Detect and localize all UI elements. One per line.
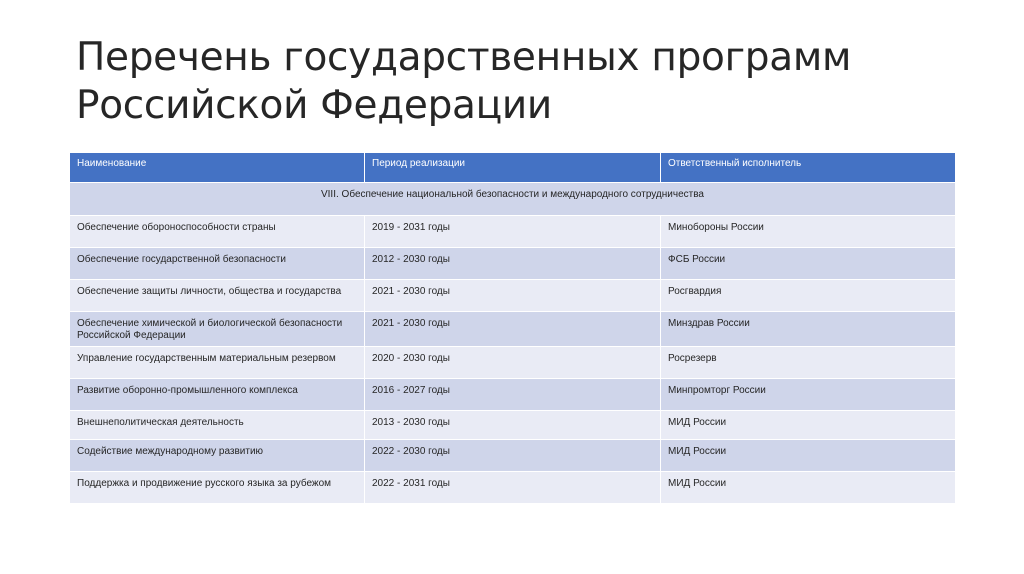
cell-name: Обеспечение обороноспособности страны: [70, 216, 365, 248]
cell-period: 2016 - 2027 годы: [365, 379, 661, 411]
table-row: [70, 472, 956, 504]
cell-executor: МИД России: [661, 472, 956, 504]
cell-name: Развитие оборонно-промышленного комплекса: [70, 379, 365, 411]
programs-table: [69, 152, 956, 504]
cell-executor: Минпромторг России: [661, 379, 956, 411]
table-row: [70, 248, 956, 280]
cell-name: Обеспечение государственной безопасности: [70, 248, 365, 280]
cell-executor: МИД России: [661, 440, 956, 472]
cell-executor: МИД России: [661, 411, 956, 440]
section-row: [70, 183, 956, 216]
programs-table-container: [69, 152, 955, 504]
table-row: [70, 411, 956, 440]
slide-title: [76, 34, 936, 130]
cell-name: Содействие международному развитию: [70, 440, 365, 472]
cell-period: 2021 - 2030 годы: [365, 280, 661, 312]
slide-title-line-2: Российской Федерации: [76, 83, 552, 128]
table-row: [70, 216, 956, 248]
cell-name: Управление государственным материальным резервом: [70, 347, 365, 379]
cell-period: 2019 - 2031 годы: [365, 216, 661, 248]
header-name: Наименование: [70, 153, 365, 183]
table-row: [70, 379, 956, 411]
cell-executor: Росгвардия: [661, 280, 956, 312]
cell-period: 2021 - 2030 годы: [365, 312, 661, 347]
table-row: [70, 440, 956, 472]
cell-period: 2022 - 2030 годы: [365, 440, 661, 472]
cell-name: Поддержка и продвижение русского языка за рубежом: [70, 472, 365, 504]
table-row: [70, 280, 956, 312]
cell-name: Обеспечение химической и биологической безопасности Российской Федерации: [70, 312, 365, 347]
slide-title-line-1: Перечень государственных программ: [76, 35, 852, 80]
table-row: [70, 312, 956, 347]
cell-executor: Росрезерв: [661, 347, 956, 379]
table-header-row: [70, 153, 956, 183]
cell-name: Внешнеполитическая деятельность: [70, 411, 365, 440]
cell-period: 2012 - 2030 годы: [365, 248, 661, 280]
section-title: VIII. Обеспечение национальной безопасности и международного сотрудничества: [70, 183, 956, 216]
header-period: Период реализации: [365, 153, 661, 183]
cell-period: 2013 - 2030 годы: [365, 411, 661, 440]
cell-executor: Минздрав России: [661, 312, 956, 347]
cell-executor: ФСБ России: [661, 248, 956, 280]
cell-name: Обеспечение защиты личности, общества и государства: [70, 280, 365, 312]
table-row: [70, 347, 956, 379]
cell-period: 2022 - 2031 годы: [365, 472, 661, 504]
cell-period: 2020 - 2030 годы: [365, 347, 661, 379]
header-executor: Ответственный исполнитель: [661, 153, 956, 183]
cell-executor: Минобороны России: [661, 216, 956, 248]
